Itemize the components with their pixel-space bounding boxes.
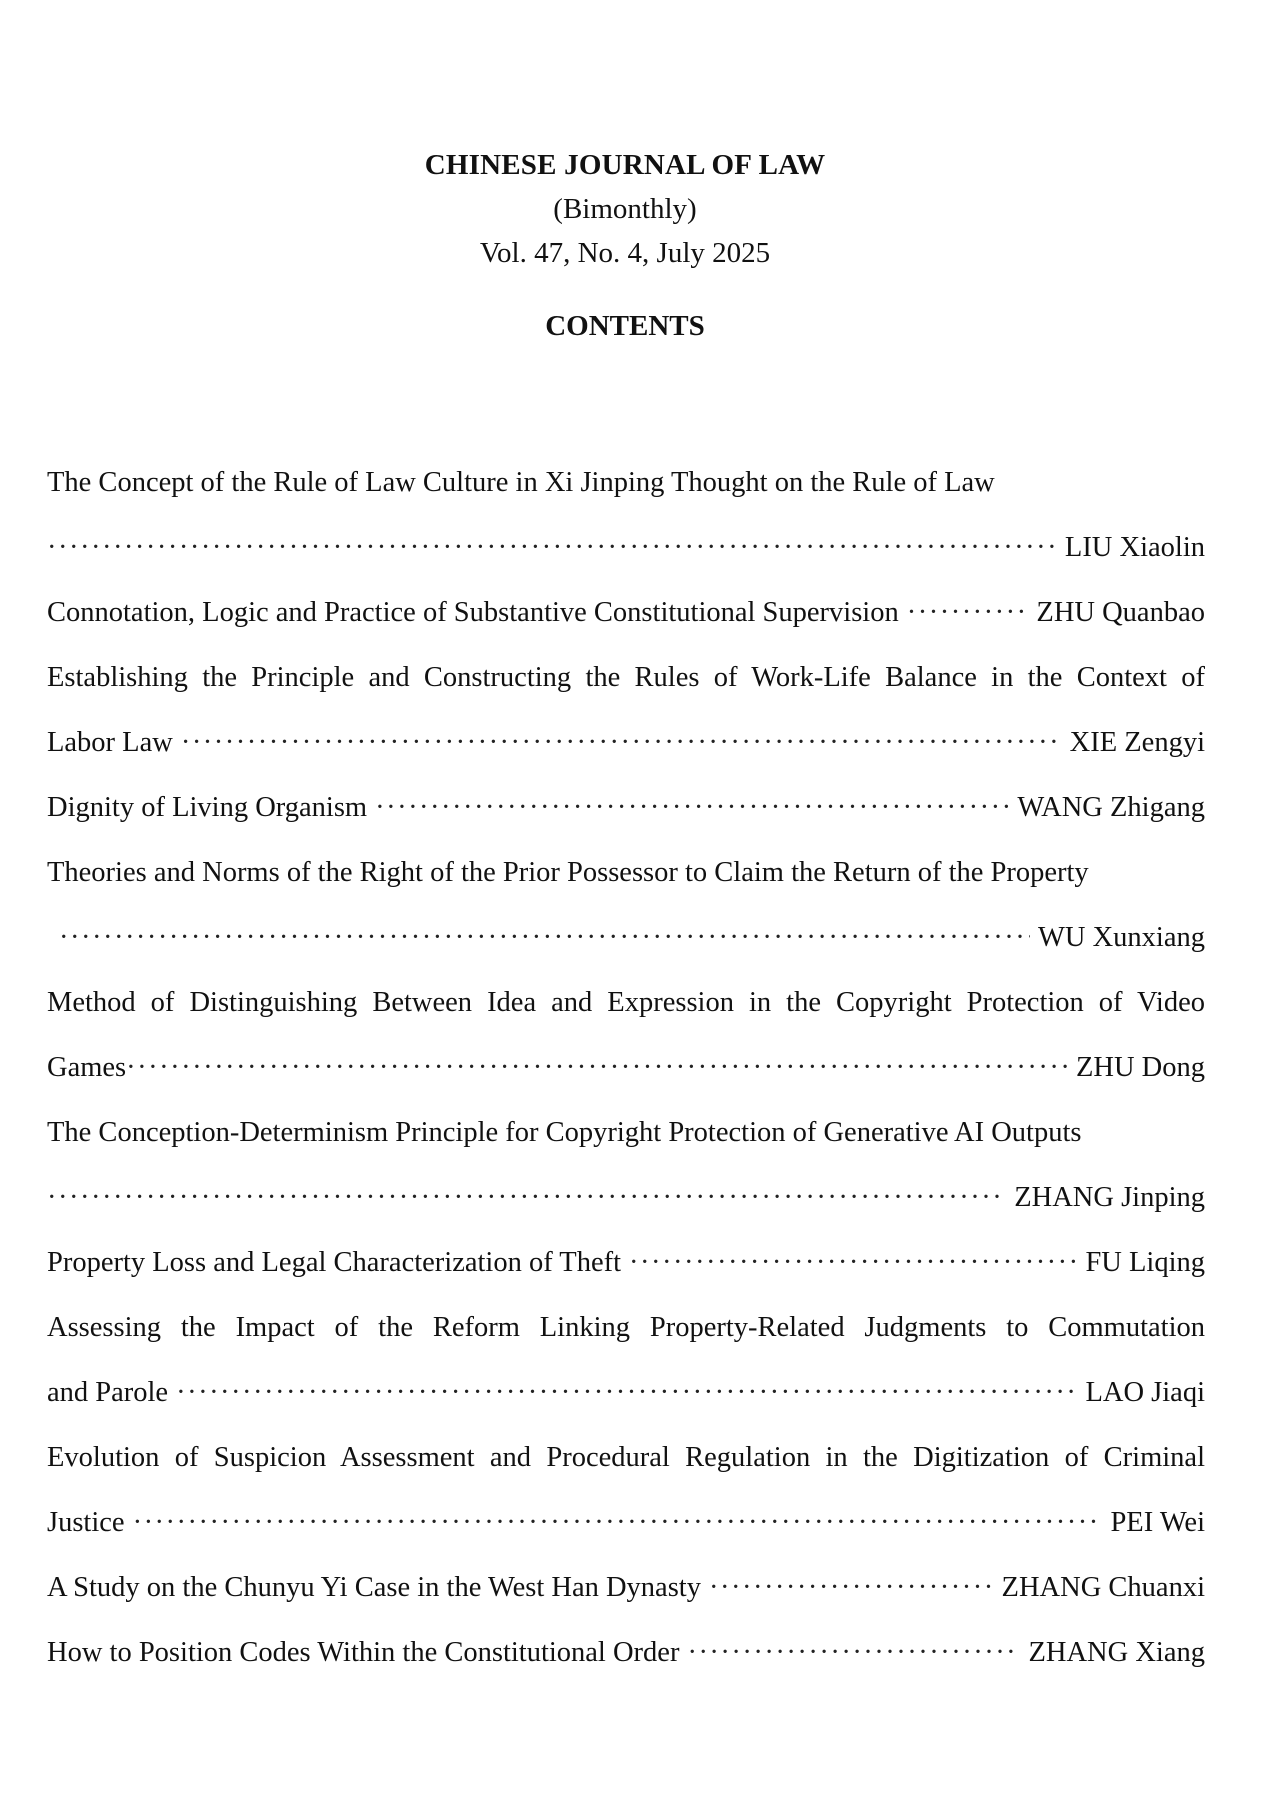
article-title-continued: Justice [47, 1507, 125, 1538]
toc-entry [47, 1035, 1205, 1100]
article-author: FU Liqing [1085, 1247, 1205, 1278]
article-author: ZHANG Chuanxi [1001, 1572, 1205, 1603]
toc-entry [47, 775, 1205, 840]
article-title: A Study on the Chunyu Yi Case in the West Han Dynasty [47, 1572, 701, 1603]
toc-entry [47, 580, 1205, 645]
article-title: Dignity of Living Organism [47, 792, 368, 823]
toc-entry-title-line [47, 970, 1205, 1035]
article-title: Property Loss and Legal Characterization of Theft [47, 1247, 622, 1278]
dot-leader [181, 710, 1062, 775]
dot-leader [126, 1035, 1068, 1100]
article-author: ZHANG Xiang [1028, 1637, 1205, 1668]
contents-heading: CONTENTS [545, 310, 705, 342]
article-title-continued: and Parole [47, 1377, 169, 1408]
toc-entry [47, 1230, 1205, 1295]
article-author: XIE Zengyi [1069, 727, 1205, 758]
article-title: Theories and Norms of the Right of the Prior Possessor to Claim the Return of the Property [47, 857, 1089, 888]
article-title: Establishing the Principle and Constructing the Rules of Work-Life Balance in the Context of [47, 662, 1205, 693]
dot-leader [375, 775, 1009, 840]
toc-entry [47, 1620, 1205, 1685]
toc-entry-title-line [47, 450, 1205, 515]
toc-entry-author-line [47, 1165, 1205, 1230]
toc-entry-title-line [47, 645, 1205, 710]
article-title: How to Position Codes Within the Constitutional Order [47, 1637, 680, 1668]
article-title-continued: Games [47, 1052, 127, 1083]
dot-leader [176, 1360, 1077, 1425]
article-title: Method of Distinguishing Between Idea and Expression in the Copyright Protection of Video [47, 987, 1205, 1018]
dot-leader [47, 1165, 1006, 1230]
dot-leader [709, 1555, 994, 1620]
dot-leader [629, 1230, 1077, 1295]
toc-entry [47, 1555, 1205, 1620]
dot-leader [687, 1620, 1020, 1685]
journal-title: CHINESE JOURNAL OF LAW [424, 149, 826, 181]
article-author: PEI Wei [1110, 1507, 1205, 1538]
article-title: The Concept of the Rule of Law Culture in Xi Jinping Thought on the Rule of Law [47, 467, 995, 498]
publication-frequency: (Bimonthly) [553, 193, 697, 225]
toc-entry-title-line [47, 1100, 1205, 1165]
toc-entry [47, 710, 1205, 775]
journal-header [0, 143, 1250, 348]
article-author: LIU Xiaolin [1064, 532, 1205, 563]
issue-info: Vol. 47, No. 4, July 2025 [479, 237, 771, 269]
toc-entry-title-line [47, 1425, 1205, 1490]
toc-entry-title-line [47, 1295, 1205, 1360]
article-author: WANG Zhigang [1017, 792, 1205, 823]
article-author: ZHU Dong [1075, 1052, 1205, 1083]
toc-entry-title-line [47, 840, 1205, 905]
article-author: LAO Jiaqi [1085, 1377, 1205, 1408]
toc-entry-author-line [47, 905, 1205, 970]
article-title-continued: Labor Law [47, 727, 173, 758]
toc-entry [47, 1490, 1205, 1555]
dot-leader [47, 515, 1057, 580]
dot-leader [907, 580, 1029, 645]
toc-entry [47, 1360, 1205, 1425]
article-author: WU Xunxiang [1037, 922, 1205, 953]
dot-leader [133, 1490, 1103, 1555]
table-of-contents [47, 450, 1205, 1685]
article-title: Assessing the Impact of the Reform Linking Property-Related Judgments to Commutation [47, 1312, 1205, 1343]
article-author: ZHU Quanbao [1036, 597, 1205, 628]
article-author: ZHANG Jinping [1014, 1182, 1205, 1213]
article-title: Connotation, Logic and Practice of Substantive Constitutional Supervision [47, 597, 899, 628]
toc-entry-author-line [47, 515, 1205, 580]
article-title: The Conception-Determinism Principle for Copyright Protection of Generative AI Outputs [47, 1117, 1082, 1148]
article-title: Evolution of Suspicion Assessment and Procedural Regulation in the Digitization of Criminal [47, 1442, 1205, 1473]
dot-leader [59, 905, 1030, 970]
